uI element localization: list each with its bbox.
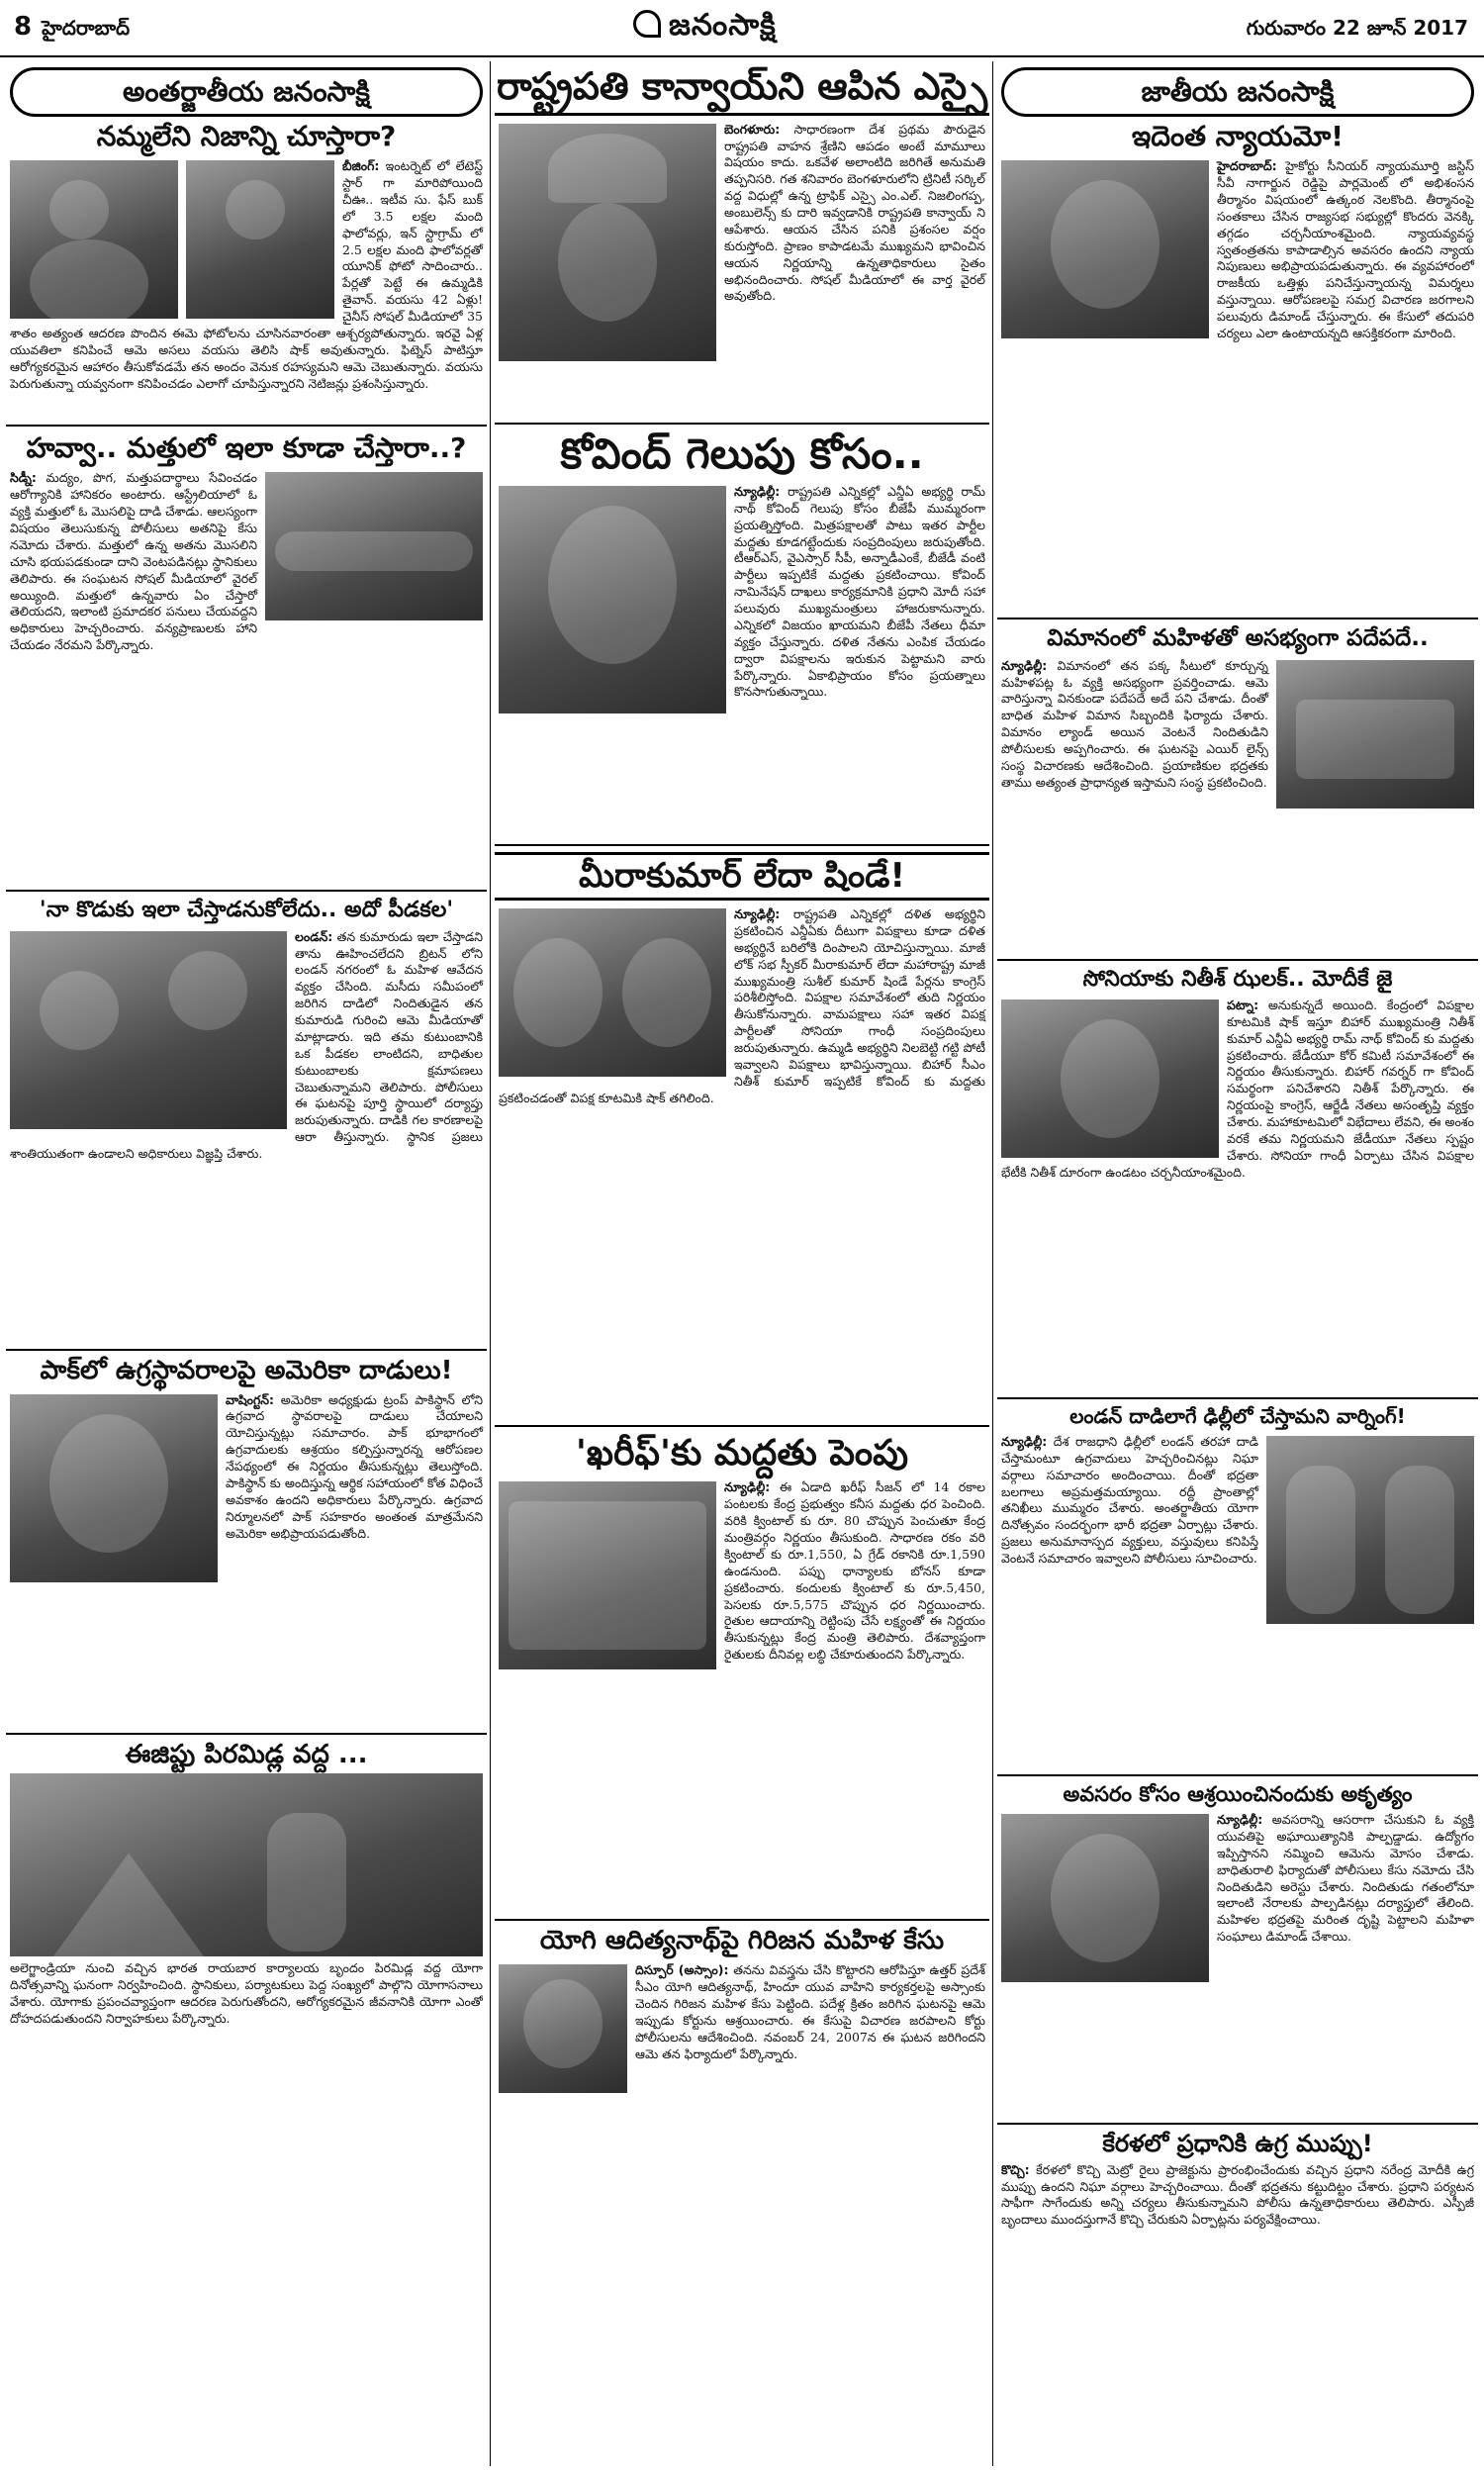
separator (997, 2123, 1478, 2125)
column-divider (992, 61, 993, 2466)
article (6, 927, 487, 1343)
article-body: న్యూఢిల్లీ: రాష్ట్రపతి ఎన్నికల్లో ఎన్డీఏ అభ్యర్థి రామ్ నాథ్ కోవింద్ గెలుపు కోసం బీజేపీ ముమ్మరంగా ప్రయత్నిస్తోంది. మిత్రపక్షాలతో పాటు ఇతర పార్టీల మద్దతు కూడగట్టేందుకు సంప్రదింపులు జరుపుతోంది. టీఆర్ఎస్, వైఎస్సార్ సీపీ, అన్నాడీఎంకే, బీజేడీ వంటి పార్టీలు ఇప్పటికే మద్దతు ప్రకటించాయి. కోవింద్ నామినేషన్ దాఖలు కార్యక్రమానికి ప్రధాని మోదీ సహా పలువురు ముఖ్యమంత్రులు హాజరుకానున్నారు. ఎన్నికలో విజయం ఖాయమని బీజేపీ నేతలు ధీమా వ్యక్తం చేస్తున్నారు. దళిత నేతను ఎంపిక చేయడం ద్వారా విపక్షాలను ఇరుకున పెట్టామని వారు పేర్కొన్నారు. ఏకాభిప్రాయం కోసం ప్రయత్నాలు కొనసాగుతున్నాయి. (734, 483, 985, 700)
paper-name: జనంసాక్షి (669, 8, 777, 43)
headline: ఈజిప్టు పిరమిడ్ల వద్ద ... (125, 1739, 368, 1769)
candidates-photo (499, 908, 726, 1077)
distressed-woman-photo (1001, 1814, 1209, 1982)
article (495, 120, 989, 417)
headline: యోగి ఆదిత్యనాథ్‌పై గిరిజన మహిళ కేసు (539, 1926, 945, 1956)
article-photo (10, 160, 178, 319)
article-body: న్యూఢిల్లీ: దేశ రాజధాని ఢిల్లీలో లండన్ తరహా దాడి చేస్తామంటూ ఉగ్రవాదులు హెచ్చరించినట్లు నిఘా వర్గాలు సమాచారం అందించాయి. దీంతో భద్రతా బలగాలు అప్రమత్తమయ్యాయి. రద్దీ ప్రాంతాల్లో తనిఖీలు ముమ్మరం చేశారు. అంతర్జాతీయ యోగా దినోత్సవం సందర్భంగా భారీ భద్రతా ఏర్పాట్లు చేశారు. ప్రజలు అనుమానాస్పద వ్యక్తులు, వస్తువులు కనిపిస్తే వెంటనే సమాచారం ఇవ్వాలని పోలీసులు సూచించారు. (1001, 1433, 1258, 1567)
dateline: బీజింగ్: (342, 158, 380, 174)
article-body: న్యూఢిల్లీ: రాష్ట్రపతి ఎన్నికల్లో దళిత అభ్యర్థిని ప్రకటించిన ఎన్డీఏకు దీటుగా విపక్షాలు కూడా దళిత అభ్యర్థినే బరిలోకి దింపాలని యోచిస్తున్నాయి. మాజీ లోక్ సభ స్పీకర్ మీరాకుమార్ లేదా మహారాష్ట్ర మాజీ ముఖ్యమంత్రి సుశీల్ కుమార్ షిండే పేర్లను కాంగ్రెస్ పరిశీలిస్తోంది. విపక్షాల సమావేశంలో తుది నిర్ణయం తీసుకోనున్నారు. వామపక్షాలు సహా ఇతర విపక్ష పార్టీలతో సోనియా గాంధీ సంప్రదింపులు జరుపుతున్నారు. ఉమ్మడి అభ్యర్థిని నిలబెట్టి గట్టి పోటీ ఇవ్వాలని విపక్షాలు భావిస్తున్నాయి. బిహార్ సీఎం నితీశ్ కుమార్ ఇప్పటికే కోవింద్ కు మద్దతు ప్రకటించడంతో విపక్ష కూటమికి షాక్ తగిలింది. (499, 906, 985, 1105)
police-officer-photo (499, 124, 716, 361)
international-column (6, 61, 487, 2466)
article-body: హైదరాబాద్: హైకోర్టు సీనియర్ న్యాయమూర్తి జస్టిస్ సీవీ నాగార్జున రెడ్డిపై పార్లమెంట్ లో అభిశంసన తీర్మానం విషయంలో ఉత్కంఠ నెలకొంది. తీర్మానంపై సంతకాలు చేసిన రాజ్యసభ సభ్యుల్లో కొందరు వెనక్కి తగ్గడం చర్చనీయాంశమైంది. న్యాయవ్యవస్థ స్వతంత్రతను కాపాడాల్సిన అవసరం ఉందని న్యాయ నిపుణులు అభిప్రాయపడుతున్నారు. ఈ వ్యవహారంలో రాజకీయ ఒత్తిళ్లు పనిచేస్తున్నాయన్న విమర్శలు వస్తున్నాయి. ఆరోపణలపై సమగ్ర విచారణ జరగాలని పలువురు డిమాండ్ చేస్తున్నారు. ఈ కేసులో తదుపరి చర్యలు ఎలా ఉంటాయన్నది ఆసక్తికరంగా మారింది. (1217, 158, 1474, 340)
article-body: న్యూఢిల్లీ: విమానంలో తన పక్క సీటులో కూర్చున్న మహిళపట్ల ఓ వ్యక్తి అసభ్యంగా ప్రవర్తించాడు. ఆమె వారిస్తున్నా వినకుండా పదేపదే అదే పని చేశాడు. దీంతో బాధిత మహిళ విమాన సిబ్బందికి ఫిర్యాదు చేశారు. విమానం ల్యాండ్ అయిన వెంటనే నిందితుడిని పోలీసులకు అప్పగించారు. ఈ ఘటనపై ఎయిర్ లైన్స్ సంస్థ విచారణకు ఆదేశించింది. ప్రయాణికుల భద్రతకు తాము అత్యంత ప్రాధాన్యత ఇస్తామని సంస్థ ప్రకటించింది. (1001, 657, 1268, 790)
headline: లండన్ దాడిలాగే ఢిల్లీలో చేస్తామని వార్నింగ్! (1069, 1403, 1406, 1428)
headline: సోనియాకు నితీశ్ ఝలక్.. మోదీకే జై (1082, 966, 1393, 992)
section-banner-international: అంతర్జాతీయ జనంసాక్షి (10, 67, 483, 117)
article-body: సిడ్నీ: మద్యం, పొగ, మత్తుపదార్థాలు సేవించడం ఆరోగ్యానికి హానికరం అంటారు. ఆస్ట్రేలియాలో ఓ వ్యక్తి మత్తులో ఓ మొసలిపై దాడి చేశాడు. ఆలస్యంగా విషయం తెలుసుకున్న పోలీసులు అతనిపై కేసు నమోదు చేశారు. మత్తులో ఉన్న అతను మొసలిని చూసి భయపడకుండా దాని వెంటపడినట్లు స్థానికులు తెలిపారు. ఈ సంఘటన సోషల్ మీడియాలో వైరల్ అయ్యింది. మత్తులో ఉన్నవారు ఏం చేస్తారో తెలియదని, ఇలాంటి ప్రమాదకర పనులు చేయవద్దని అధికారులు హెచ్చరించారు. వన్యప్రాణులకు హాని చేయడం నేరమని పేర్కొన్నారు. (10, 470, 258, 653)
article-body: వాషింగ్టన్: అమెరికా అధ్యక్షుడు ట్రంప్ పాకిస్థాన్ లోని ఉగ్రవాద స్థావరాలపై దాడులు చేయాలని యోచిస్తున్నట్లు సమాచారం. పాక్ భూభాగంలో ఉగ్రవాదులకు ఆశ్రయం కల్పిస్తున్నారన్న ఆరోపణల నేపథ్యంలో ఈ నిర్ణయం తీసుకున్నట్లు తెలుస్తోంది. పాకిస్థాన్ కు అందిస్తున్న ఆర్థిక సహాయంలో కోత విధించే అవకాశం ఉందని అధికారులు పేర్కొన్నారు. ఉగ్రవాద నిర్మూలనలో పాక్ సహకారం అంతంత మాత్రమేనని అమెరికా అభిప్రాయపడుతోంది. (226, 1391, 484, 1541)
kovind-photo (499, 486, 726, 714)
separator (6, 890, 487, 892)
headline: కేరళలో ప్రధానికి ఉగ్ర ముప్పు! (1102, 2130, 1373, 2158)
city-label: హైదరాబాద్ (42, 16, 131, 40)
headline: హవ్వా.. మత్తులో ఇలా కూడా చేస్తారా..? (26, 431, 467, 465)
headline: నమ్మలేని నిజాన్ని చూస్తారా? (96, 120, 397, 152)
article (6, 1390, 487, 1727)
article-body: అలెగ్జాండ్రియా నుంచి వచ్చిన భారత రాయబార కార్యాలయ బృందం పిరమిడ్ల వద్ద యోగా దినోత్సవాన్ని ఘనంగా నిర్వహించింది. స్థానికులు, పర్యాటకులు పెద్ద సంఖ్యలో పాల్గొని యోగాసనాలు వేశారు. యోగాకు ప్రపంచవ్యాప్తంగా ఆదరణ పెరుగుతోందని, ఆరోగ్యకరమైన జీవనానికి యోగా ఎంతో దోహదపడుతుందని నిర్వాహకులు పేర్కొన్నారు. (10, 1960, 483, 2027)
main-news-column (495, 61, 989, 2466)
separator (997, 1397, 1478, 1399)
headline: కోవింద్ గెలుపు కోసం.. (560, 428, 924, 478)
article-body: లండన్: తన కుమారుడు ఇలా చేస్తాడని తాను ఊహించలేదని బ్రిటన్ లోని లండన్ నగరంలో ఓ మహిళ ఆవేదన వ్యక్తం చేసింది. మసీదు సమీపంలో జరిగిన దాడిలో నిందితుడైన తన కుమారుడి గురించి ఆమె మీడియాతో మాట్లాడారు. ఇది తమ కుటుంబానికి ఒక పీడకల లాంటిదని, బాధితుల కుటుంబాలకు క్షమాపణలు చెబుతున్నామని తెలిపారు. పోలీసులు ఈ ఘటనపై పూర్తి స్థాయిలో దర్యాప్తు జరుపుతున్నారు. దాడికి గల కారణాలపై ఆరా తీస్తున్నారు. స్థానిక ప్రజలు శాంతియుతంగా ఉండాలని అధికారులు విజ్ఞప్తి చేశారు. (10, 928, 483, 1162)
trump-photo (10, 1394, 218, 1582)
headline: అవసరం కోసం ఆశ్రయించినందుకు అకృత్యం (1063, 1781, 1413, 1806)
paper-logo (633, 8, 777, 49)
headline: రాష్ట్రపతి కాన్వాయ్‌ని ఆపిన ఎస్సై (495, 65, 989, 116)
separator (6, 1349, 487, 1351)
masthead (0, 0, 1484, 57)
column-divider (490, 61, 491, 2466)
headline: పాక్‌లో ఉగ్రస్థావరాలపై అమెరికా దాడులు! (40, 1355, 453, 1385)
crocodile-photo (265, 472, 483, 620)
headline: విమానంలో మహిళతో అసభ్యంగా పదేపదే.. (1047, 625, 1429, 652)
article (495, 1960, 989, 2247)
mother-son-photo (10, 931, 287, 1129)
separator (997, 1774, 1478, 1776)
article (997, 156, 1478, 612)
article (997, 1810, 1478, 2117)
separator (495, 844, 989, 846)
yogi-photo (499, 1964, 627, 2093)
article (495, 1477, 989, 1913)
article-body: న్యూఢిల్లీ: అవసరాన్ని ఆసరాగా చేసుకుని ఓ వ్యక్తి యువతిపై అఘాయిత్యానికి పాల్పడ్డాడు. ఉద్యోగం ఇప్పిస్తానని నమ్మించి ఆమెను మోసం చేశాడు. బాధితురాలి ఫిర్యాదుతో పోలీసులు కేసు నమోదు చేసి నిందితుడిని అరెస్టు చేశారు. నిందితుడు గతంలోనూ ఇలాంటి నేరాలకు పాల్పడినట్లు దర్యాప్తులో తేలింది. మహిళల భద్రతపై మరింత దృష్టి పెట్టాలని మహిళా సంఘాలు డిమాండ్ చేశాయి. (1217, 1812, 1474, 1945)
separator (6, 1733, 487, 1735)
page-number: 8 హైదరాబాద్ (14, 12, 131, 42)
logo-mark-icon (633, 10, 661, 38)
headline: మీరాకుమార్ లేదా షిండే! (495, 852, 989, 901)
article-body: దిస్పూర్ (అస్సాం): తనను వివస్త్రను చేసి కొట్టారని ఆరోపిస్తూ ఉత్తర్ ప్రదేశ్ సీఎం యోగి ఆదిత్యనాథ్, హిందూ యువ వాహిని కార్యకర్తలపై అస్సాంకు చెందిన గిరిజన మహిళ కేసు పెట్టింది. పదేళ్ల క్రితం జరిగిన ఘటనపై ఆమె ఇప్పుడు కోర్టును ఆశ్రయించారు. ఈ కేసుపై విచారణ జరపాలని కోర్టు పోలీసులను ఆదేశించింది. నవంబర్ 24, 2007న ఈ ఘటన జరిగిందని ఆమె తన ఫిర్యాదులో పేర్కొన్నారు. (635, 1962, 985, 2061)
headline: ఇదెంత న్యాయమో! (1131, 120, 1345, 152)
article-body: కొచ్చి: కేరళలో కొచ్చి మెట్రో రైలు ప్రాజెక్టును ప్రారంభించేందుకు వచ్చిన ప్రధాని నరేంద్ర మోదీకి ఉగ్ర ముప్పు ఉందని నిఘా వర్గాలు హెచ్చరించాయి. దీంతో భద్రతను కట్టుదిట్టం చేశారు. ప్రధాని పర్యటన సాఫీగా సాగేందుకు అన్ని చర్యలు తీసుకున్నామని పోలీసు ఉన్నతాధికారులు తెలిపారు. ఎస్పీజీ బృందాలు ముందస్తుగానే కొచ్చి చేరుకుని ఏర్పాట్లను పర్యవేక్షించాయి. (1001, 2161, 1474, 2228)
aircraft-cabin-photo (1276, 660, 1474, 809)
headline: 'నా కొడుకు ఇలా చేస్తాడనుకోలేదు.. అదో పీడకల' (39, 898, 454, 923)
article (997, 656, 1478, 953)
article (6, 156, 487, 419)
article-body: బెంగళూరు: సాధారణంగా దేశ ప్రథమ పౌరుడైన రాష్ట్రపతి వాహన శ్రేణిని ఆపడం అంటే మామూలు విషయం కాదు. ఒకవేళ అలాంటిది జరిగితే అనుమతి తప్పనిసరి. గత శనివారం బెంగళూరులోని ట్రినిటీ సర్కిల్ వద్ద విధుల్లో ఉన్న ట్రాఫిక్ ఎస్సై ఎం.ఎల్. నిజలింగప్ప, అంబులెన్స్ కు దారి ఇవ్వడానికి రాష్ట్రపతి కాన్వాయ్ ని ఆపేశారు. ఆయన చేసిన పనికి ప్రశంసల వర్షం కురుస్తోంది. ప్రాణం కాపాడటమే ముఖ్యమని భావించిన ఆయన నిర్ణయాన్ని ఉన్నతాధికారులు సైతం అభినందించారు. సోషల్ మీడియాలో ఈ వార్త వైరల్ అవుతోంది. (724, 121, 985, 304)
separator (495, 1425, 989, 1427)
article-body: పట్నా: అనుకున్నదే అయింది. కేంద్రంలో విపక్షాల కూటమికి షాక్ ఇస్తూ బిహార్ ముఖ్యమంత్రి నితీశ్ కుమార్ ఎన్డీఏ అభ్యర్థి రామ్ నాథ్ కోవింద్ కు మద్దతు ప్రకటించారు. జేడీయూ కోర్ కమిటీ సమావేశంలో ఈ నిర్ణయం తీసుకున్నారు. బిహార్ గవర్నర్ గా కోవింద్ సమర్థంగా పనిచేశారని నితీశ్ పేర్కొన్నారు. ఈ నిర్ణయంపై కాంగ్రెస్, ఆర్జేడీ నేతలు అసంతృప్తి వ్యక్తం చేశారు. మహాకూటమిలో విభేదాలు లేవని, ఈ అంశం వరకే తమ నిర్ణయమని జేడీయూ నేతలు స్పష్టం చేశారు. సోనియా గాంధీ ఏర్పాటు చేసిన విపక్షాల భేటీకి నితీశ్ దూరంగా ఉండటం చర్చనీయాంశమైంది. (1001, 997, 1474, 1180)
separator (997, 618, 1478, 619)
article-body: న్యూఢిల్లీ: ఈ ఏడాది ఖరీఫ్ సీజన్ లో 14 రకాల పంటలకు కేంద్ర ప్రభుత్వం కనీస మద్దతు ధర పెంచింది. వరికి క్వింటాల్ కు రూ. 80 చొప్పున పెంచుతూ కేంద్ర మంత్రివర్గం నిర్ణయం తీసుకుంది. సాధారణ రకం వరి క్వింటాల్ కు రూ.1,550, ఏ గ్రేడ్ రకానికి రూ.1,590 ఉండనుంది. పప్పు ధాన్యాలకు బోనస్ కూడా ప్రకటించారు. కందులకు క్వింటాల్ కు రూ.5,450, పెసలకు రూ.5,575 చొప్పున ధర నిర్ణయించారు. రైతుల ఆదాయాన్ని రెట్టింపు చేసే లక్ష్యంతో ఈ నిర్ణయం తీసుకున్నట్లు కేంద్ర మంత్రి తెలిపారు. దేశవ్యాప్తంగా రైతులకు దీనివల్ల లబ్ధి చేకూరుతుందని పేర్కొన్నారు. (724, 1479, 985, 1663)
issue-date: గురువారం 22 జూన్ 2017 (1246, 16, 1468, 40)
article (997, 1432, 1478, 1768)
nitish-photo (1001, 999, 1219, 1158)
section-banner-national: జాతీయ జనంసాక్షి (1001, 67, 1474, 117)
article (495, 482, 989, 838)
separator (495, 423, 989, 425)
paddy-crop-photo (499, 1481, 716, 1669)
article (495, 904, 989, 1419)
separator (997, 959, 1478, 961)
separator (495, 1919, 989, 1921)
national-column (997, 61, 1478, 2466)
article (997, 996, 1478, 1391)
article (6, 468, 487, 884)
pyramid-yoga-photo (10, 1773, 483, 1956)
headline: 'ఖరీఫ్'కు మద్దతు పెంపు (575, 1433, 909, 1475)
separator (6, 425, 487, 427)
judge-photo (1001, 160, 1209, 338)
yoga-crowd-photo (1266, 1436, 1474, 1624)
article-photo (186, 160, 334, 319)
article-body: బీజింగ్: ఇంటర్నెట్ లో లేటెస్ట్ స్టార్ గా మారిపోయింది చీఊ.. ఇటీవ సు. ఫేస్ బుక్ లో 3.5 లక్షల మంది ఫాలోవర్లు, ఇన్ స్టాగ్రామ్ లో 2.5 లక్షల మంది ఫాలోవర్లతో యూనిక్ ఫోటో సాదించారు.. పేర్లతో పెట్టే ఈ ఉమ్మడికి తైవాన్. వయసు 42 ఏళ్లు! చైనీస్ సోషల్ మీడియాలో 35 శాతం అత్యంత ఆదరణ పొందిన ఈమె ఫోటోలను చూసినవారంతా ఆశ్చర్యపోతున్నారు. ఇరవై ఏళ్ల యువతిలా కనిపించే ఆమె అసలు వయసు తెలిసి షాక్ అవుతున్నారు. ఫిట్నెస్ పాటిస్తూ ఆరోగ్యకరమైన ఆహారం తీసుకోవడమే తన అందం వెనుక రహస్యమని ఆమె చెబుతున్నారు. వయసు పెరుగుతున్నా యవ్వనంగా కనిపించడం ఎలాగో చూపిస్తున్నారని నెటిజన్లు ప్రశంసిస్తున్నారు. (10, 158, 483, 391)
